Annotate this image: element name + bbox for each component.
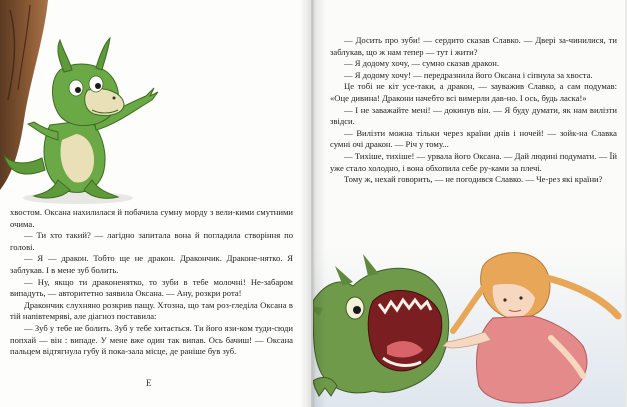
paragraph: — Ну, якщо ти драконенятко, то зуби в тебе молочні! Не-забаром випадуть, — авторитетно заявила Оксана. — Ану, розкри рота! [10, 276, 293, 299]
paragraph: — Зуб у тебе не болить. Зуб у тебе хитається. Ти його язи-ком туди-сюди попхай — він : випаде. У мене вже один так випав. Ось бачиш! — Оксана пальцем відтягнула губу й пока-зала місце, де раніше був зуб. [10, 322, 293, 357]
paragraph: Це тобі не кіт усе-таки, а дракон, — зауважив Славко, а сам подумав: «Оце дивина! Дракони начебто всі вимерли дав-но. І ось, будь ласка!» [330, 81, 617, 103]
paragraph: Тому ж, нехай говорить, — не погодився Славко. — Че-рез які країни? [344, 174, 603, 185]
paragraph: — Я — дракон. Тобто ще не дракон. Дракончик. Драконе-нятко. Я заблукав. І в мене зуб болить. [10, 253, 293, 275]
page-number: Е [146, 378, 152, 388]
paragraph: — Тихіше, тихіше! — урвала його Оксана. — Дай людині подумати. — Їй уже стало холодно, і вона обхопила себе ру-ками за плечі. [330, 150, 617, 173]
left-page [0, 0, 311, 407]
paragraph: — Я додому хочу, — сумно сказав дракон. [344, 58, 499, 69]
paragraph: — Досить про зуби! — сердито сказав Славко. — Двері за-чинилися, ти заблукав, що ж нам тепер — тут і жити? [330, 35, 617, 57]
green-dragon-illustration [0, 30, 175, 205]
paragraph: — Вилізти можна тільки через країни днів і ночей! — зойк-на Славка сумні очі дракон. — Річ у тому... [330, 127, 617, 150]
dragon-and-girl-illustration [313, 246, 625, 407]
paragraph: — Я додому хочу! — передразнила його Оксана і сіпнула за хвоста. [344, 69, 593, 80]
paragraph: — І не заважайте мені! — докинув він. — Я буду думати, як нам вилізти звідси. [330, 104, 617, 127]
paragraph: Дракончик слухняно розкрив пащу. Хтозна, що там роз-гледіла Оксана в тій напівтемряві, але діагноз поставила: [10, 299, 293, 322]
right-page-text [330, 35, 617, 186]
right-page [313, 0, 625, 407]
left-page-text [10, 207, 293, 358]
paragraph: — Ти хто такий? — лагідно запитала вона й погладила створіння по голові. [10, 230, 293, 252]
paragraph: хвостом. Оксана нахилилася й побачила сумну морду з вели-кими смутними очима. [10, 207, 293, 229]
